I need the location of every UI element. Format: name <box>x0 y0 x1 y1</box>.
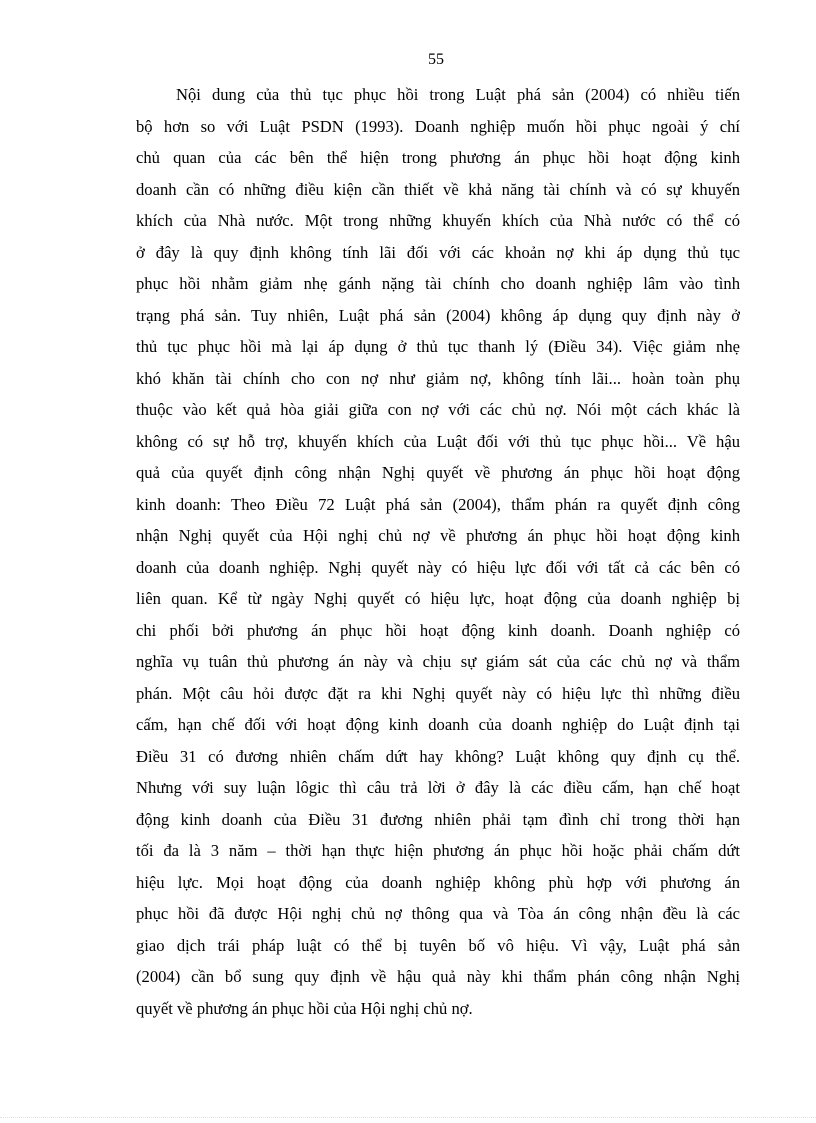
page-number: 55 <box>428 51 444 68</box>
paragraph-line: khó khăn tài chính cho con nợ như giảm nợ, không tính lãi... hoàn toàn phụ <box>136 368 740 388</box>
paragraph-line: kinh doanh: Theo Điều 72 Luật phá sản (2004), thẩm phán ra quyết định công <box>136 494 740 514</box>
paragraph-line: bộ hơn so với Luật PSDN (1993). Doanh nghiệp muốn hồi phục ngoài ý chí <box>136 116 740 136</box>
paragraph-line: cấm, hạn chế đối với hoạt động kinh doanh của doanh nghiệp do Luật định tại <box>136 715 740 734</box>
paragraph-line: Điều 31 có đương nhiên chấm dứt hay không? Luật không quy định cụ thể. <box>136 746 740 766</box>
paragraph-line: chi phối bởi phương án phục hồi hoạt động kinh doanh. Doanh nghiệp có <box>136 620 740 640</box>
paragraph-line: nghĩa vụ tuân thủ phương án này và chịu sự giám sát của các chủ nợ và thẩm <box>136 652 740 671</box>
body-paragraph <box>136 79 740 1024</box>
paragraph-line: giao dịch trái pháp luật có thể bị tuyên bố vô hiệu. Vì vậy, Luật phá sản <box>136 935 740 955</box>
paragraph-line: thủ tục phục hồi mà lại áp dụng ở thủ tục thanh lý (Điều 34). Việc giảm nhẹ <box>136 337 740 356</box>
paragraph-line: ở đây là quy định không tính lãi đối với các khoản nợ khi áp dụng thủ tục <box>136 242 740 262</box>
paragraph-line: thuộc vào kết quả hòa giải giữa con nợ với các chủ nợ. Nói một cách khác là <box>136 400 740 419</box>
paragraph-line: Nội dung của thủ tục phục hồi trong Luật phá sản (2004) có nhiều tiến <box>176 85 740 104</box>
paragraph-line: hiệu lực. Mọi hoạt động của doanh nghiệp không phù hợp với phương án <box>136 872 740 892</box>
paragraph-line: không có sự hỗ trợ, khuyến khích của Luật đối với thủ tục phục hồi... Về hậu <box>136 431 740 451</box>
paragraph-line: quyết về phương án phục hồi của Hội nghị chủ nợ. <box>136 998 473 1018</box>
paragraph-line: Nhưng với suy luận lôgic thì câu trả lời ở đây là các điều cấm, hạn chế hoạt <box>136 778 740 797</box>
paragraph-line: (2004) cần bổ sung quy định về hậu quả này khi thẩm phán công nhận Nghị <box>136 967 740 986</box>
paragraph-line: phán. Một câu hỏi được đặt ra khi Nghị quyết này có hiệu lực thì những điều <box>136 683 740 703</box>
paragraph-line: trạng phá sản. Tuy nhiên, Luật phá sản (2004) không áp dụng quy định này ở <box>136 305 740 325</box>
paragraph-line: nhận Nghị quyết của Hội nghị chủ nợ về phương án phục hồi hoạt động kinh <box>136 526 740 545</box>
paragraph-line: doanh cần có những điều kiện cần thiết về khả năng tài chính và có sự khuyến <box>136 179 740 199</box>
paragraph-line: doanh của doanh nghiệp. Nghị quyết này có hiệu lực đối với tất cả các bên có <box>136 557 740 577</box>
paragraph-line: chủ quan của các bên thể hiện trong phương án phục hồi hoạt động kinh <box>136 148 740 167</box>
paragraph-line: quả của quyết định công nhận Nghị quyết về phương án phục hồi hoạt động <box>136 463 740 482</box>
paragraph-line: khích của Nhà nước. Một trong những khuyến khích của Nhà nước có thể có <box>136 211 740 230</box>
paragraph-line: động kinh doanh của Điều 31 đương nhiên phải tạm đình chỉ trong thời hạn <box>136 809 740 829</box>
paragraph-line: phục hồi đã được Hội nghị chủ nợ thông qua và Tòa án công nhận đều là các <box>136 904 740 923</box>
paragraph-line: liên quan. Kể từ ngày Nghị quyết có hiệu lực, hoạt động của doanh nghiệp bị <box>136 589 740 608</box>
page-bottom-edge <box>0 1117 816 1118</box>
paragraph-line: phục hồi nhằm giảm nhẹ gánh nặng tài chính cho doanh nghiệp lâm vào tình <box>136 274 740 293</box>
paragraph-line: tối đa là 3 năm – thời hạn thực hiện phương án phục hồi hoặc phải chấm dứt <box>136 841 740 860</box>
